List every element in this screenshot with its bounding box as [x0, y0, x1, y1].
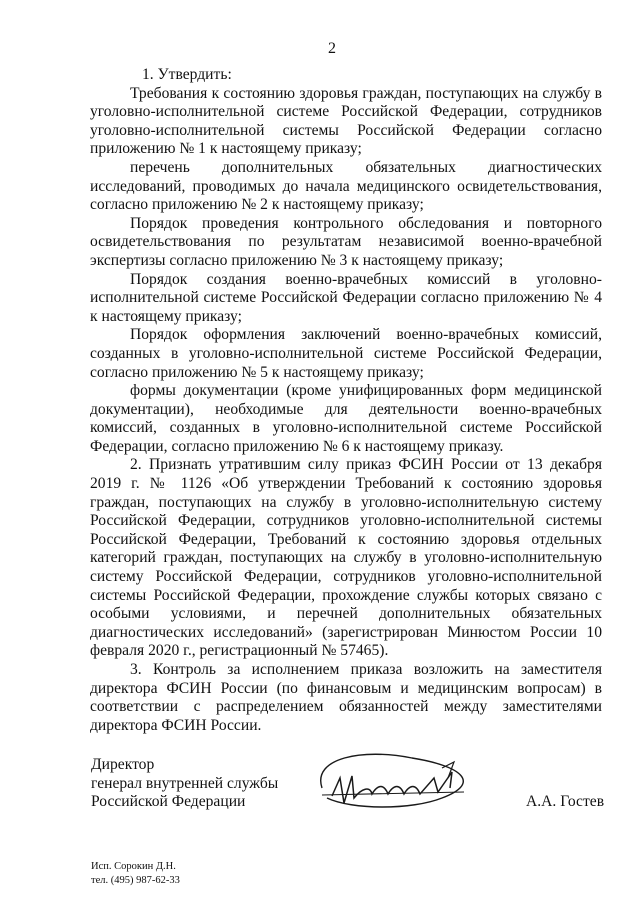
- signatory-title: [91, 756, 278, 812]
- executor-info: [91, 860, 180, 888]
- signatory-title-line: Директор: [91, 756, 155, 773]
- signatory-title-line: генерал внутренней службы: [91, 774, 279, 792]
- paragraph-requirements: Требования к состоянию здоровья граждан, поступающих на службу в уголовно-исполнительной системе Российской Федерации, сотрудников уголовно-исполнительной системы Российской Федерации согласно приложению № 1 к настоящему приказу;: [90, 84, 602, 158]
- paragraph-conclusions: Порядок оформления заключений военно-врачебных комиссий, созданных в уголовно-исполнительной системе Российской Федерации, согласно приложению № 5 к настоящему приказу;: [90, 326, 602, 381]
- executor-name: Исп. Сорокин Д.Н.: [91, 861, 176, 872]
- paragraph-commission-creation: Порядок создания военно-врачебных комиссий в уголовно-исполнительной системе Российской Федерации согласно приложению № 4 к настоящему приказу;: [90, 270, 602, 325]
- executor-phone: тел. (495) 987-62-33: [91, 875, 180, 886]
- signatory-title-line: Российской Федерации: [91, 793, 246, 811]
- paragraph-control: 3. Контроль за исполнением приказа возложить на заместителя директора ФСИН России (по финансовым и медицинским вопросам) в соответствии с распределением обязанностей между заместителями директора ФСИН России.: [90, 661, 602, 734]
- handwritten-signature: [292, 748, 492, 818]
- paragraph-control-examination: Порядок проведения контрольного обследования и повторного освидетельствования по результатам независимой военно-врачебной экспертизы согласно приложению № 3 к настоящему приказу;: [90, 214, 602, 269]
- signatory-name: А.А. Гостев: [526, 793, 605, 810]
- paragraph-repeal: 2. Признать утратившим силу приказ ФСИН России от 13 декабря 2019 г. № 1126 «Об утверждении Требований к состоянию здоровья граждан, поступающих на службу в уголовно-исполнительную систему Российской Федерации, сотрудников уголовно-исполнительной системы Российской Федерации, Требований к состоянию здоровья отдельных категорий граждан, поступающих на службу в уголовно-исполнительную систему Российской Федерации, сотрудников уголовно-исполнительной системы Российской Федерации, прохождение службы которых связано с особыми условиями, и перечней дополнительных обязательных диагностических исследований» (зарегистрирован Минюстом России 10 февраля 2020 г., регистрационный № 57465).: [90, 456, 602, 660]
- paragraph-documentation-forms: формы документации (кроме унифицированных форм медицинской документации), необходимые для деятельности военно-врачебных комиссий, созданных в уголовно-исполнительной системе Российской Федерации, согласно приложению № 6 к настоящему приказу.: [90, 382, 602, 455]
- paragraph-diagnostics-list: перечень дополнительных обязательных диагностических исследований, проводимых до начала медицинского освидетельствования, согласно приложению № 2 к настоящему приказу;: [90, 158, 602, 214]
- paragraph-approve: 1. Утвердить:: [142, 66, 232, 83]
- page-number: 2: [328, 40, 336, 57]
- document-body: [90, 66, 602, 735]
